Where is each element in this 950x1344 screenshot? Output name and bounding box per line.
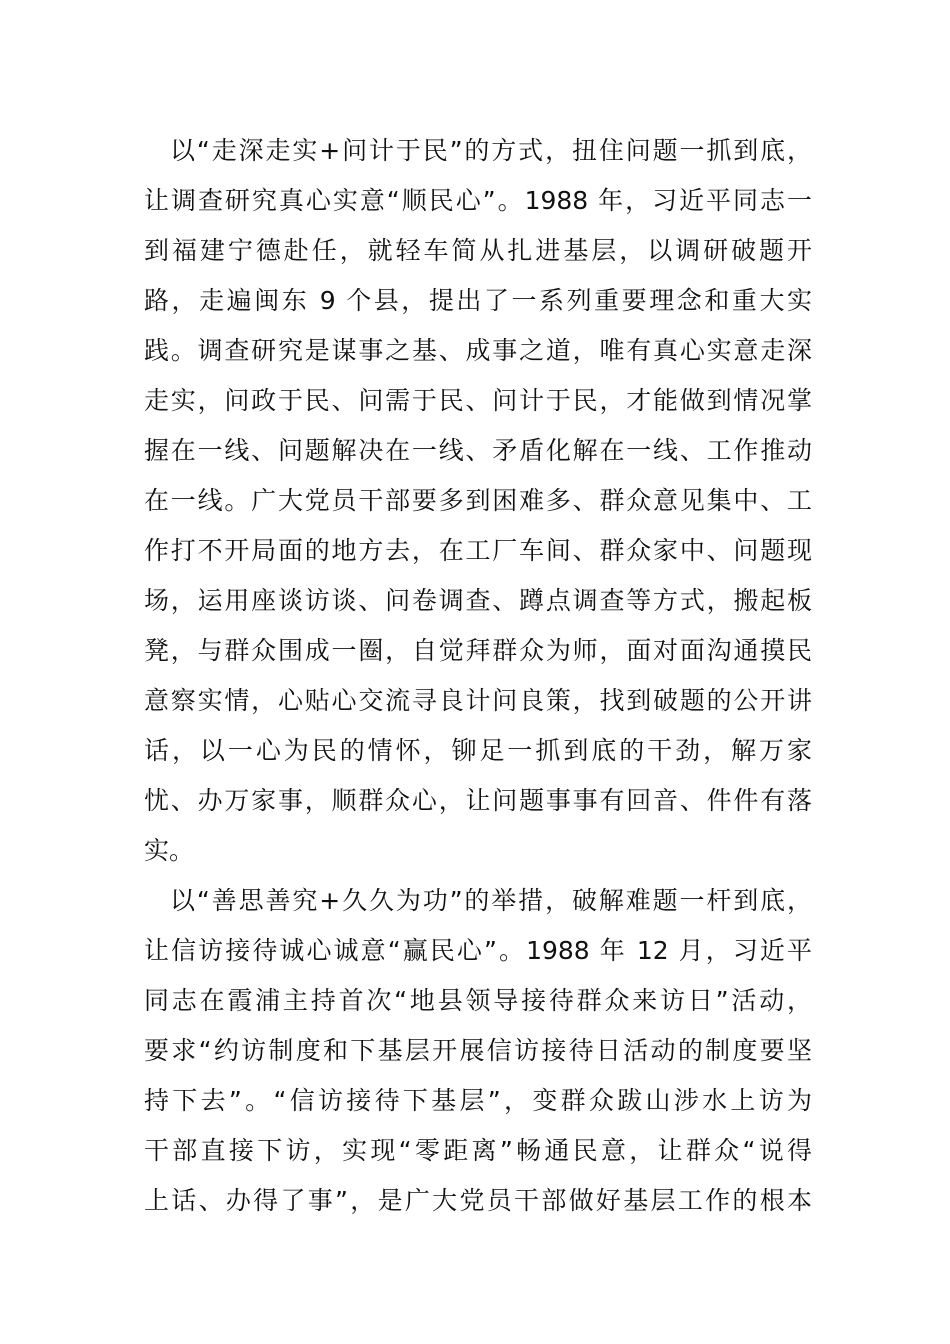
text-line: 以“走深走实+问计于民”的方式，扭住问题一抓到底， [170, 136, 812, 165]
paragraph-2 [144, 876, 812, 1226]
text-line: 让信访接待诚心诚意“赢民心”。1988 年 12 月，习近平 [144, 936, 812, 965]
body-text [144, 126, 812, 1226]
text-line: 实。 [144, 836, 195, 865]
text-line: 走实，问政于民、问需于民、问计于民，才能做到情况掌 [144, 386, 812, 415]
text-line: 同志在霞浦主持首次“地县领导接待群众来访日”活动， [144, 986, 812, 1015]
text-line: 践。调查研究是谋事之基、成事之道，唯有真心实意走深 [144, 336, 812, 365]
text-line: 握在一线、问题解决在一线、矛盾化解在一线、工作推动 [144, 436, 812, 465]
text-line: 场，运用座谈访谈、问卷调查、蹲点调查等方式，搬起板 [144, 586, 812, 615]
text-line: 话，以一心为民的情怀，铆足一抓到底的干劲，解万家 [144, 736, 812, 765]
text-line: 上话、办得了事”，是广大党员干部做好基层工作的根本 [144, 1186, 812, 1215]
text-line: 意察实情，心贴心交流寻良计问良策，找到破题的公开讲 [144, 686, 812, 715]
text-line: 持下去”。“信访接待下基层”，变群众跋山涉水上访为 [144, 1086, 812, 1115]
text-line: 干部直接下访，实现“零距离”畅通民意，让群众“说得 [144, 1136, 812, 1165]
text-line: 作打不开局面的地方去，在工厂车间、群众家中、问题现 [144, 536, 812, 565]
text-line: 路，走遍闽东 9 个县，提出了一系列重要理念和重大实 [144, 286, 812, 315]
text-line: 到福建宁德赴任，就轻车简从扎进基层，以调研破题开 [144, 236, 812, 265]
text-line: 以“善思善究+久久为功”的举措，破解难题一杆到底， [170, 886, 812, 915]
text-line: 让调查研究真心实意“顺民心”。1988 年，习近平同志一 [144, 186, 812, 215]
text-line: 在一线。广大党员干部要多到困难多、群众意见集中、工 [144, 486, 812, 515]
text-line: 凳，与群众围成一圈，自觉拜群众为师，面对面沟通摸民 [144, 636, 812, 665]
text-line: 要求“约访制度和下基层开展信访接待日活动的制度要坚 [144, 1036, 812, 1065]
text-line: 忧、办万家事，顺群众心，让问题事事有回音、件件有落 [144, 786, 812, 815]
paragraph-1 [144, 126, 812, 876]
